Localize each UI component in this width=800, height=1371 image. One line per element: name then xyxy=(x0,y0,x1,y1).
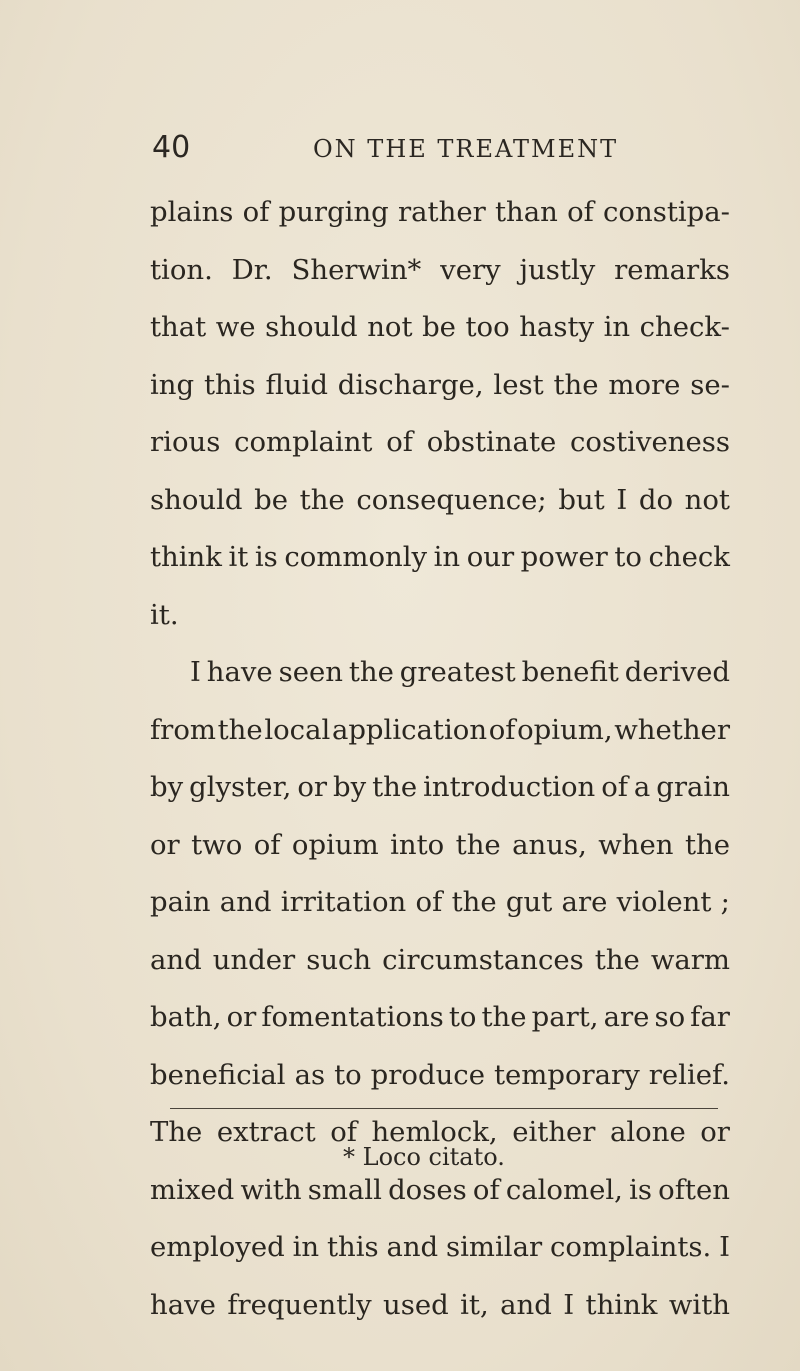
word: than xyxy=(494,196,558,228)
word: glyster, xyxy=(189,771,292,803)
word: greatest xyxy=(399,656,516,688)
text-line xyxy=(150,1219,730,1277)
word: lest xyxy=(493,368,544,401)
word: pain xyxy=(150,886,211,918)
word: in xyxy=(433,541,461,573)
word: the xyxy=(372,771,418,803)
word: the xyxy=(348,656,394,688)
word: costiveness xyxy=(570,426,730,458)
word: gut xyxy=(505,886,553,918)
word: constipa- xyxy=(603,196,730,228)
word: it xyxy=(228,541,249,573)
word: think xyxy=(150,541,222,573)
word: introduction xyxy=(423,771,596,803)
word: violent xyxy=(616,886,712,918)
word: extract xyxy=(216,1116,316,1148)
text-line xyxy=(150,874,730,932)
word: local xyxy=(264,713,331,746)
word: I xyxy=(719,1231,730,1263)
word: either xyxy=(512,1116,596,1148)
word: opium xyxy=(291,828,379,861)
running-title: ON THE TREATMENT xyxy=(313,135,619,163)
word: purging xyxy=(278,196,389,228)
word: is xyxy=(254,541,278,573)
word: the xyxy=(451,886,497,918)
word: this xyxy=(203,368,256,401)
text-line xyxy=(150,184,730,242)
word: fomentations xyxy=(261,1001,444,1033)
word: anus, xyxy=(512,828,587,861)
word: temporary xyxy=(493,1058,640,1091)
word: Sherwin* xyxy=(291,253,422,286)
word: to xyxy=(614,541,642,573)
word: obstinate xyxy=(426,426,557,458)
word: and xyxy=(219,886,272,918)
word: complaints. xyxy=(549,1231,712,1263)
word: when xyxy=(598,828,674,861)
text-line xyxy=(150,472,730,530)
word: justly xyxy=(519,253,596,286)
text-line xyxy=(150,989,730,1047)
word: I xyxy=(563,1288,575,1321)
word: a xyxy=(633,771,651,803)
word: remarks xyxy=(614,253,730,286)
word: of xyxy=(488,713,516,746)
word: do xyxy=(638,483,674,516)
word: employed xyxy=(150,1231,285,1263)
word: have xyxy=(150,1288,216,1321)
word: the xyxy=(684,828,730,861)
text-line xyxy=(150,932,730,990)
word: the xyxy=(594,943,640,976)
word: such xyxy=(306,943,372,976)
word: produce xyxy=(370,1058,485,1091)
word: but xyxy=(558,483,605,516)
footnote: * Loco citato. xyxy=(343,1143,505,1171)
word: too xyxy=(465,311,510,343)
word: derived xyxy=(624,656,730,688)
word: and xyxy=(386,1231,439,1263)
word: so xyxy=(654,1001,686,1033)
word: the xyxy=(553,368,599,401)
word: of xyxy=(386,426,413,458)
text-line xyxy=(150,644,730,702)
word: of xyxy=(601,771,628,803)
word: in xyxy=(603,311,631,343)
word: by xyxy=(150,771,184,803)
word: part, xyxy=(531,1001,599,1033)
word: think xyxy=(585,1288,658,1321)
word: very xyxy=(440,253,501,286)
word: or xyxy=(700,1116,730,1148)
text-line xyxy=(150,529,730,587)
word: of xyxy=(415,886,443,918)
word: are xyxy=(603,1001,650,1033)
word: and xyxy=(150,943,202,976)
word: it, xyxy=(460,1288,489,1321)
word: into xyxy=(390,828,445,861)
word: hasty xyxy=(519,311,595,343)
word: irritation xyxy=(280,886,407,918)
word: the xyxy=(481,1001,527,1033)
word: power xyxy=(520,541,608,573)
word: calomel, xyxy=(505,1173,623,1206)
word: the xyxy=(299,483,345,516)
word: of xyxy=(330,1116,357,1148)
text-line xyxy=(150,414,730,472)
word: should xyxy=(265,311,358,343)
word: more xyxy=(608,368,681,401)
footnote-rule xyxy=(170,1108,718,1109)
word: opium, xyxy=(517,713,613,746)
word: rious xyxy=(150,426,221,458)
word: have xyxy=(206,656,273,688)
word: not xyxy=(367,311,413,343)
word: bath, xyxy=(150,1001,222,1033)
word: to xyxy=(334,1058,362,1091)
word: used xyxy=(383,1288,449,1321)
text-line: it. xyxy=(150,598,179,631)
word: tion. xyxy=(150,253,213,286)
word: warm xyxy=(650,943,730,976)
word: two xyxy=(191,828,243,861)
word: be xyxy=(254,483,289,516)
page-number: 40 xyxy=(152,130,191,165)
word: beneficial xyxy=(150,1058,286,1091)
word: check- xyxy=(639,311,730,343)
word: The xyxy=(150,1116,203,1148)
word: the xyxy=(217,713,263,746)
word: complaint xyxy=(234,426,373,458)
word: by xyxy=(333,771,367,803)
word: under xyxy=(212,943,296,976)
word: frequently xyxy=(227,1288,372,1321)
word: seen xyxy=(278,656,343,688)
word: check xyxy=(648,541,730,573)
text-line xyxy=(150,1277,730,1335)
word: rather xyxy=(398,196,486,228)
word: with xyxy=(668,1288,730,1321)
word: of xyxy=(472,1173,500,1206)
word: to xyxy=(448,1001,477,1033)
word: as xyxy=(294,1058,326,1091)
text-line xyxy=(150,357,730,415)
word: of xyxy=(242,196,270,228)
word: application xyxy=(331,713,488,746)
word: often xyxy=(658,1173,730,1206)
text-line xyxy=(150,702,730,760)
word: is xyxy=(629,1173,652,1206)
word: be xyxy=(422,311,456,343)
word: I xyxy=(616,483,628,516)
word: or xyxy=(150,828,180,861)
word: not xyxy=(684,483,730,516)
word: or xyxy=(226,1001,257,1033)
word: doses xyxy=(388,1173,467,1206)
word: hemlock, xyxy=(371,1116,498,1148)
word: should xyxy=(150,483,243,516)
text-line xyxy=(150,759,730,817)
word: similar xyxy=(446,1231,543,1263)
word: our xyxy=(466,541,515,573)
word: of xyxy=(253,828,281,861)
word: small xyxy=(307,1173,382,1206)
word: whether xyxy=(614,713,730,746)
word: ing xyxy=(150,368,195,401)
word: from xyxy=(150,713,216,746)
text-line xyxy=(150,817,730,875)
word: Dr. xyxy=(231,253,273,286)
word: that xyxy=(150,311,207,343)
word: consequence; xyxy=(356,483,547,516)
word: in xyxy=(292,1231,320,1263)
word: the xyxy=(455,828,501,861)
text-line xyxy=(150,299,730,357)
word: I xyxy=(190,656,201,688)
word: and xyxy=(500,1288,552,1321)
word: ; xyxy=(720,886,730,918)
word: alone xyxy=(609,1116,686,1148)
word: circumstances xyxy=(382,943,584,976)
word: commonly xyxy=(284,541,428,573)
text-line xyxy=(150,242,730,300)
word: of xyxy=(567,196,594,228)
word: are xyxy=(561,886,608,918)
word: this xyxy=(326,1231,379,1263)
word: fluid xyxy=(265,368,328,401)
word: or xyxy=(297,771,328,803)
word: mixed xyxy=(150,1173,235,1206)
text-line xyxy=(150,1047,730,1105)
word: plains xyxy=(150,196,234,228)
word: far xyxy=(690,1001,730,1033)
word: benefit xyxy=(521,656,619,688)
word: relief. xyxy=(648,1058,730,1091)
word: with xyxy=(240,1173,302,1206)
word: discharge, xyxy=(337,368,484,401)
word: grain xyxy=(656,771,730,803)
word: se- xyxy=(690,368,730,401)
word: we xyxy=(215,311,256,343)
